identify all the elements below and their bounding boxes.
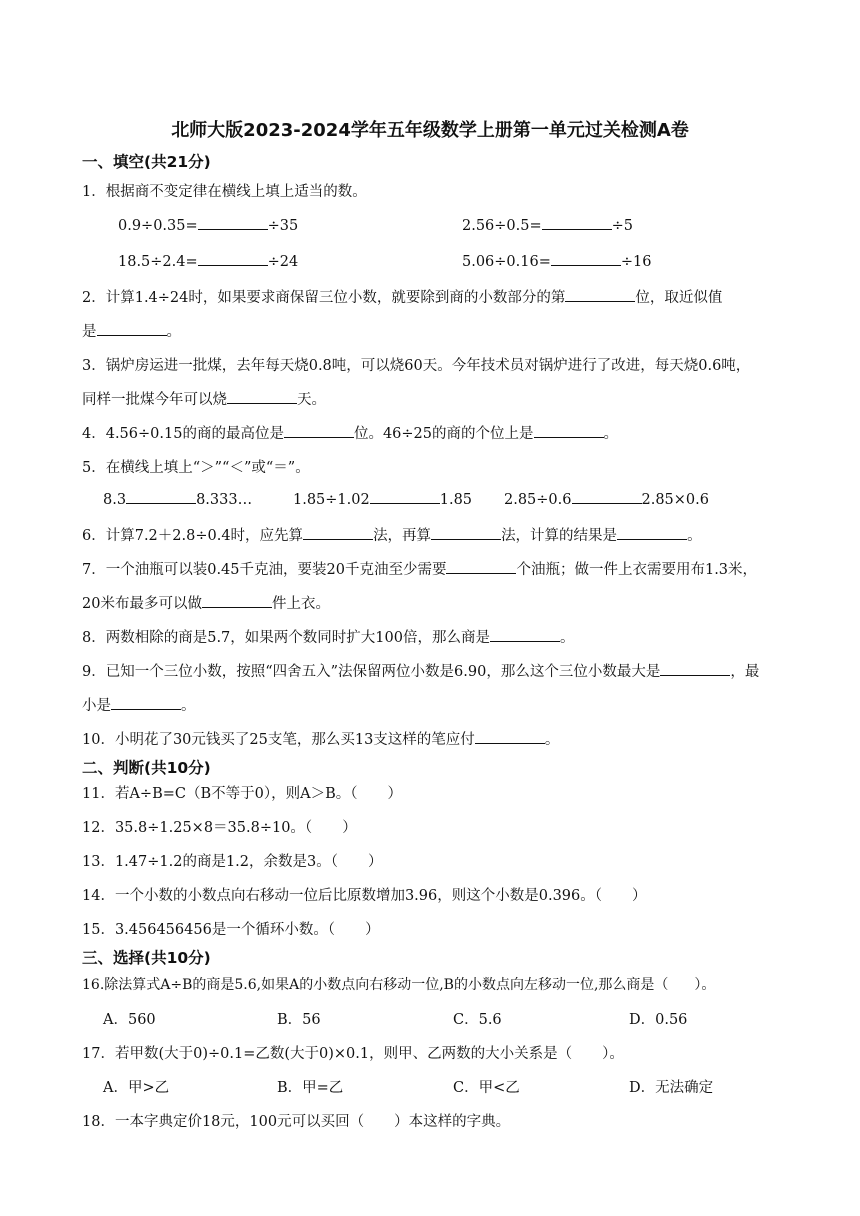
q3-text: 同样一批煤今年可以烧	[82, 392, 227, 408]
q1d-right: ÷16	[620, 254, 652, 270]
answer-blank[interactable]	[475, 730, 545, 744]
q12-text: ）	[342, 820, 357, 836]
question-1d	[462, 252, 651, 270]
answer-blank[interactable]	[303, 526, 373, 540]
q18-text: ）本这样的字典。	[394, 1114, 511, 1130]
question-15	[82, 918, 380, 939]
question-4	[82, 422, 618, 443]
answer-blank[interactable]	[198, 252, 268, 266]
answer-blank[interactable]	[370, 490, 440, 504]
q13-text: 13．1.47÷1.2的商是1.2，余数是3。（	[82, 854, 338, 870]
q15-text: ）	[365, 922, 380, 938]
question-3-line-2	[82, 388, 326, 409]
q3-text: 天。	[297, 392, 326, 408]
section-heading-fill-blank: 一、填空(共21分)	[82, 153, 211, 171]
answer-blank[interactable]	[284, 424, 354, 438]
q7-text: 7．一个油瓶可以装0.45千克油，要装20千克油至少需要	[82, 562, 447, 578]
q7-text: 20米布最多可以做	[82, 596, 202, 612]
q17-text: ）。	[602, 1046, 624, 1062]
question-7-line-2	[82, 592, 330, 613]
q15-text: 15．3.456456456是一个循环小数。（	[82, 922, 336, 938]
answer-blank[interactable]	[617, 526, 687, 540]
q16-text: 16.除法算式A÷B的商是5.6,如果A的小数点向右移动一位,B的小数点向左移动一位,那么商是（	[82, 977, 669, 993]
answer-blank[interactable]	[431, 526, 501, 540]
answer-blank[interactable]	[551, 252, 621, 266]
answer-blank[interactable]	[534, 424, 604, 438]
question-10	[82, 728, 559, 749]
q1b-right: ÷5	[611, 218, 634, 234]
question-5a	[103, 490, 252, 508]
q8-text: 8．两数相除的商是5.7，如果两个数同时扩大100倍，那么商是	[82, 630, 490, 646]
q12-text: 12．35.8÷1.25×8＝35.8÷10。（	[82, 820, 313, 836]
question-16	[82, 974, 715, 994]
q9-text: 小是	[82, 698, 111, 714]
q13-text: ）	[367, 854, 383, 870]
question-3-line-1: 3．锅炉房运进一批煤，去年每天烧0.8吨，可以烧60天。今年技术员对锅炉进行了改进，每天烧0.6吨，	[82, 358, 751, 374]
question-9-line-2	[82, 694, 196, 715]
q6-text: 法，计算的结果是	[501, 528, 618, 544]
answer-blank[interactable]	[660, 662, 730, 676]
q9-text: 。	[181, 698, 196, 714]
q10-text: 10．小明花了30元钱买了25支笔，那么买13支这样的笔应付	[82, 732, 475, 748]
q9-text: ，最	[730, 664, 760, 680]
answer-blank[interactable]	[202, 594, 272, 608]
question-9-line-1	[82, 660, 759, 681]
q16-option-b[interactable]: B．56	[277, 1012, 321, 1028]
question-5c	[504, 490, 709, 508]
q5c-right: 2.85×0.6	[641, 492, 709, 508]
question-12	[82, 816, 357, 837]
question-13	[82, 850, 382, 871]
question-7-line-1	[82, 558, 757, 579]
question-1b	[462, 216, 633, 234]
q1c-left: 18.5÷2.4=	[118, 254, 198, 270]
q1c-right: ÷24	[267, 254, 299, 270]
q16-option-c[interactable]: C．5.6	[453, 1012, 502, 1028]
q5c-left: 2.85÷0.6	[504, 492, 572, 508]
q17-option-d[interactable]: D．无法确定	[629, 1080, 714, 1096]
answer-blank[interactable]	[97, 322, 167, 336]
q5b-left: 1.85÷1.02	[293, 492, 370, 508]
q2-text: 是	[82, 324, 97, 340]
section-heading-true-false: 二、判断(共10分)	[82, 759, 211, 777]
q14-text: 14．一个小数的小数点向右移动一位后比原数增加3.96，则这个小数是0.396。（	[82, 888, 602, 904]
q1b-left: 2.56÷0.5=	[462, 218, 542, 234]
q16-option-d[interactable]: D．0.56	[629, 1012, 688, 1028]
q4-text: 4．4.56÷0.15的商的最高位是	[82, 426, 284, 442]
question-2-line-2	[82, 320, 181, 341]
q16-option-a[interactable]: A．560	[103, 1012, 156, 1028]
question-8	[82, 626, 574, 647]
q16-text: ）。	[694, 977, 716, 993]
q11-text: ）	[387, 786, 402, 802]
q18-text: 18．一本字典定价18元，100元可以买回（	[82, 1114, 365, 1130]
q2-text: 位，取近似值	[635, 290, 723, 306]
answer-blank[interactable]	[572, 490, 642, 504]
question-18	[82, 1110, 510, 1131]
page-title: 北师大版2023-2024学年五年级数学上册第一单元过关检测A卷	[171, 120, 689, 141]
q4-text: 位。46÷25的商的个位上是	[353, 426, 534, 442]
q6-text: 法，再算	[373, 528, 432, 544]
q8-text: 。	[559, 630, 575, 646]
q5a-left: 8.3	[103, 492, 127, 508]
q7-text: 个油瓶；做一件上衣需要用布1.3米，	[516, 562, 758, 578]
q1a-right: ÷35	[267, 218, 299, 234]
answer-blank[interactable]	[542, 216, 612, 230]
answer-blank[interactable]	[227, 390, 297, 404]
question-5-stem: 5．在横线上填上“＞”“＜”或“＝”。	[82, 460, 310, 476]
answer-blank[interactable]	[490, 628, 560, 642]
question-6	[82, 524, 702, 545]
question-17	[82, 1042, 624, 1063]
q1d-left: 5.06÷0.16=	[462, 254, 551, 270]
question-1c	[118, 252, 298, 270]
answer-blank[interactable]	[565, 288, 635, 302]
q9-text: 9．已知一个三位小数，按照“四舍五入”法保留两位小数是6.90，那么这个三位小数最大是	[82, 664, 661, 680]
section-heading-multiple-choice: 三、选择(共10分)	[82, 949, 211, 967]
q14-text: ）	[632, 888, 647, 904]
question-14	[82, 884, 647, 905]
q4-text: 。	[603, 426, 619, 442]
q2-text: 。	[166, 324, 181, 340]
q17-option-c[interactable]: C．甲<乙	[453, 1080, 520, 1096]
question-5b	[293, 490, 472, 508]
question-2-line-1	[82, 286, 722, 307]
q5b-right: 1.85	[439, 492, 473, 508]
answer-blank[interactable]	[198, 216, 268, 230]
q6-text: 。	[687, 528, 702, 544]
answer-blank[interactable]	[126, 490, 196, 504]
q17-text: 17．若甲数(大于0)÷0.1=乙数(大于0)×0.1，则甲、乙两数的大小关系是（	[82, 1046, 573, 1062]
q2-text: 2．计算1.4÷24时，如果要求商保留三位小数，就要除到商的小数部分的第	[82, 290, 566, 306]
q11-text: 11．若A÷B=C（B不等于0），则A＞B。（	[82, 786, 358, 802]
q5a-right: 8.333…	[196, 492, 253, 508]
answer-blank[interactable]	[111, 696, 181, 710]
q1a-left: 0.9÷0.35=	[118, 218, 198, 234]
question-1a	[118, 216, 298, 234]
question-11	[82, 782, 402, 803]
q10-text: 。	[544, 732, 560, 748]
q7-text: 件上衣。	[271, 596, 330, 612]
question-1-stem: 1．根据商不变定律在横线上填上适当的数。	[82, 184, 367, 200]
q17-option-b[interactable]: B．甲=乙	[277, 1080, 344, 1096]
answer-blank[interactable]	[446, 560, 516, 574]
q6-text: 6．计算7.2＋2.8÷0.4时，应先算	[82, 528, 304, 544]
q17-option-a[interactable]: A．甲>乙	[103, 1080, 170, 1096]
